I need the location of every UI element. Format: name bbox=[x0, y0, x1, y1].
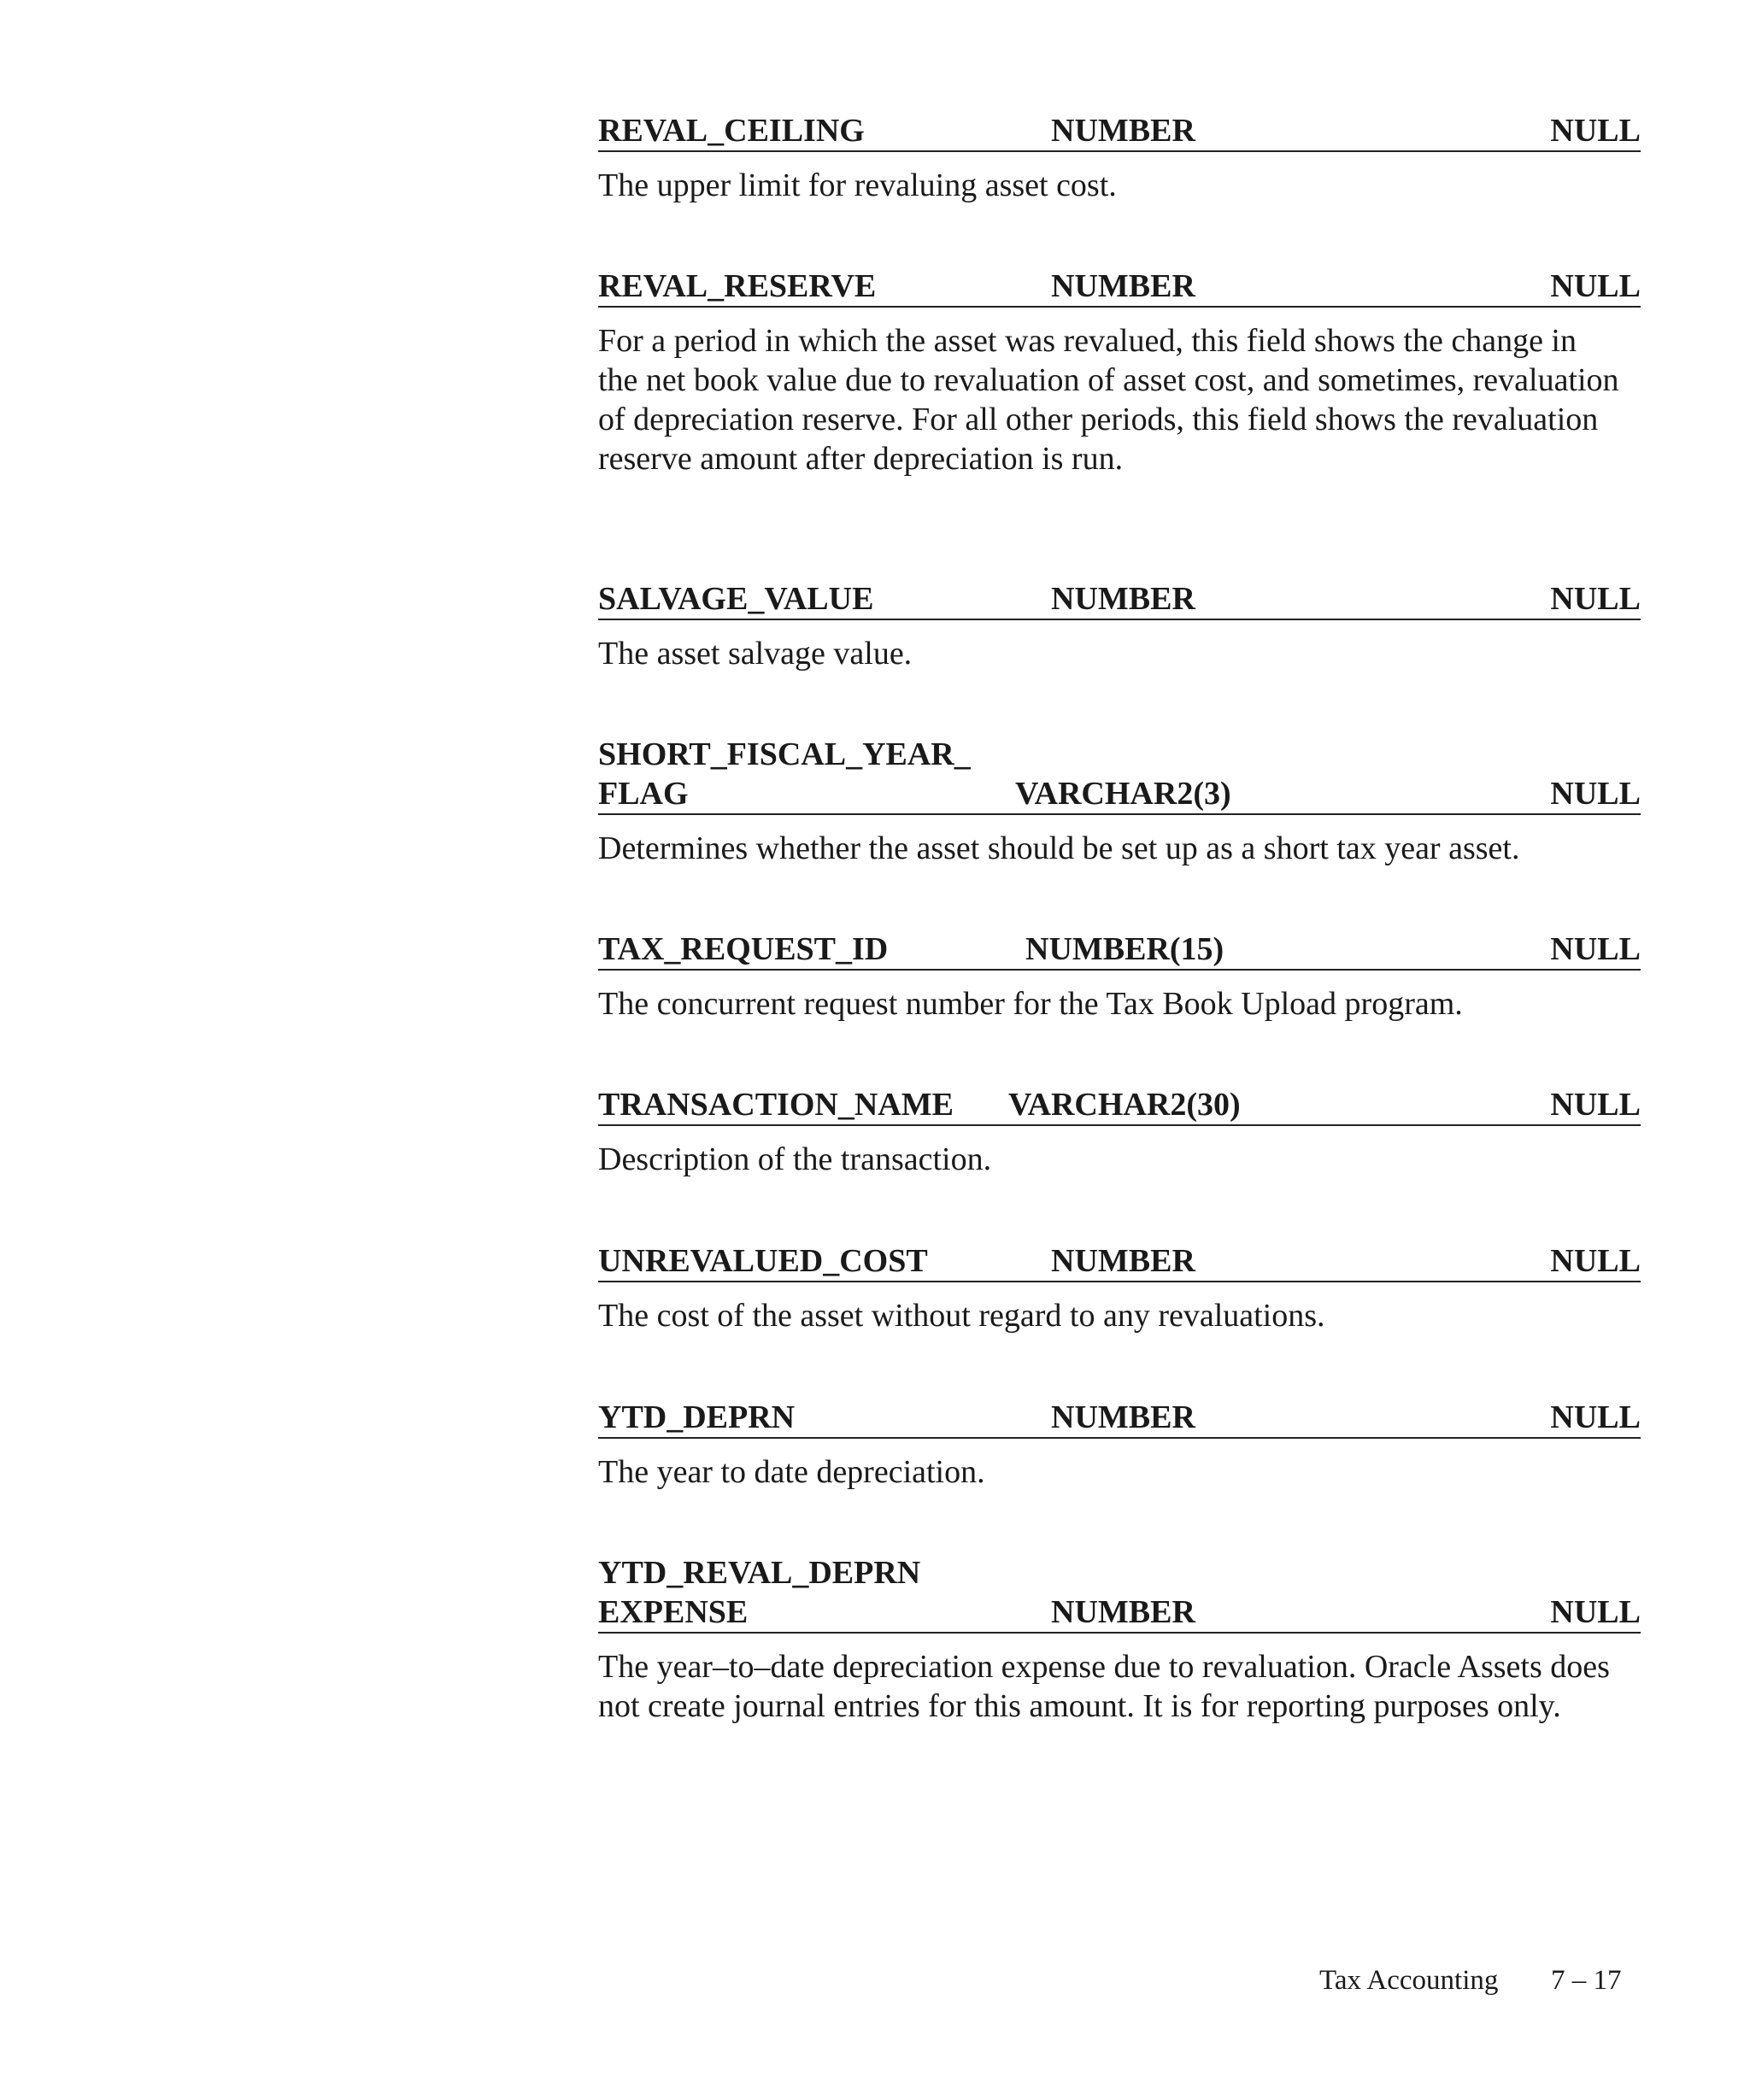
column-description: The year–to–date depreciation expense due to revaluation. Oracle Assets does not create journal entries for this amount. It is for reporting purposes only. bbox=[598, 1649, 1610, 1724]
column-entry bbox=[598, 1398, 1641, 1492]
column-name: SALVAGE_VALUE bbox=[598, 581, 874, 617]
column-entry bbox=[598, 1553, 1641, 1726]
column-header-row bbox=[598, 267, 1641, 308]
column-description: The asset salvage value. bbox=[598, 636, 913, 672]
column-nullable: NULL bbox=[1550, 1243, 1641, 1279]
column-name: TRANSACTION_NAME bbox=[598, 1087, 954, 1123]
column-name: SHORT_FISCAL_YEAR_ bbox=[598, 736, 971, 772]
column-datatype: VARCHAR2(30) bbox=[1008, 1087, 1241, 1123]
column-description: The concurrent request number for the Tax Book Upload program. bbox=[598, 986, 1463, 1022]
column-datatype: NUMBER bbox=[1051, 1594, 1195, 1630]
column-datatype: NUMBER bbox=[1051, 113, 1195, 149]
column-datatype: VARCHAR2(3) bbox=[1015, 776, 1231, 812]
column-header-row bbox=[598, 1398, 1641, 1439]
column-header-row bbox=[598, 1553, 1641, 1634]
column-header-row bbox=[598, 1085, 1641, 1126]
column-name: REVAL_RESERVE bbox=[598, 268, 877, 304]
column-name: EXPENSE bbox=[598, 1594, 749, 1630]
column-datatype: NUMBER(15) bbox=[1025, 931, 1224, 967]
column-name: YTD_REVAL_DEPRN bbox=[598, 1555, 921, 1591]
column-name: UNREVALUED_COST bbox=[598, 1243, 928, 1279]
column-datatype: NUMBER bbox=[1051, 268, 1195, 304]
column-nullable: NULL bbox=[1550, 1399, 1641, 1435]
column-nullable: NULL bbox=[1550, 581, 1641, 617]
column-entry bbox=[598, 735, 1641, 868]
column-description: Description of the transaction. bbox=[598, 1141, 992, 1177]
column-header-row bbox=[598, 111, 1641, 152]
column-nullable: NULL bbox=[1550, 931, 1641, 967]
column-header-row bbox=[598, 735, 1641, 815]
column-nullable: NULL bbox=[1550, 1087, 1641, 1123]
column-description: For a period in which the asset was revalued, this field shows the change in the net book value due to revaluation of asset cost, and sometimes, revaluation of depreciation reserve. For all other periods, this field shows the revaluation reserve amount after depreciation is run. bbox=[598, 323, 1619, 477]
column-description: The year to date depreciation. bbox=[598, 1454, 985, 1490]
column-entry bbox=[598, 930, 1641, 1024]
column-datatype: NUMBER bbox=[1051, 1243, 1195, 1279]
column-name: TAX_REQUEST_ID bbox=[598, 931, 889, 967]
column-nullable: NULL bbox=[1550, 776, 1641, 812]
column-entry bbox=[598, 579, 1641, 673]
column-entry bbox=[598, 111, 1641, 205]
footer-page-number: 7 – 17 bbox=[1551, 1965, 1622, 1996]
column-datatype: NUMBER bbox=[1051, 581, 1195, 617]
footer-section-title: Tax Accounting bbox=[1319, 1965, 1499, 1996]
column-description: The cost of the asset without regard to any revaluations. bbox=[598, 1298, 1325, 1334]
column-header-row bbox=[598, 579, 1641, 620]
column-name: YTD_DEPRN bbox=[598, 1399, 796, 1435]
column-name: FLAG bbox=[598, 776, 689, 812]
column-entry bbox=[598, 1241, 1641, 1335]
column-nullable: NULL bbox=[1550, 1594, 1641, 1630]
column-description: Determines whether the asset should be set up as a short tax year asset. bbox=[598, 830, 1520, 866]
column-nullable: NULL bbox=[1550, 113, 1641, 149]
column-nullable: NULL bbox=[1550, 268, 1641, 304]
column-datatype: NUMBER bbox=[1051, 1399, 1195, 1435]
column-name: REVAL_CEILING bbox=[598, 113, 865, 149]
column-header-row bbox=[598, 930, 1641, 971]
column-entry bbox=[598, 267, 1641, 478]
column-description: The upper limit for revaluing asset cost. bbox=[598, 167, 1117, 203]
column-header-row bbox=[598, 1241, 1641, 1282]
column-entry bbox=[598, 1085, 1641, 1179]
